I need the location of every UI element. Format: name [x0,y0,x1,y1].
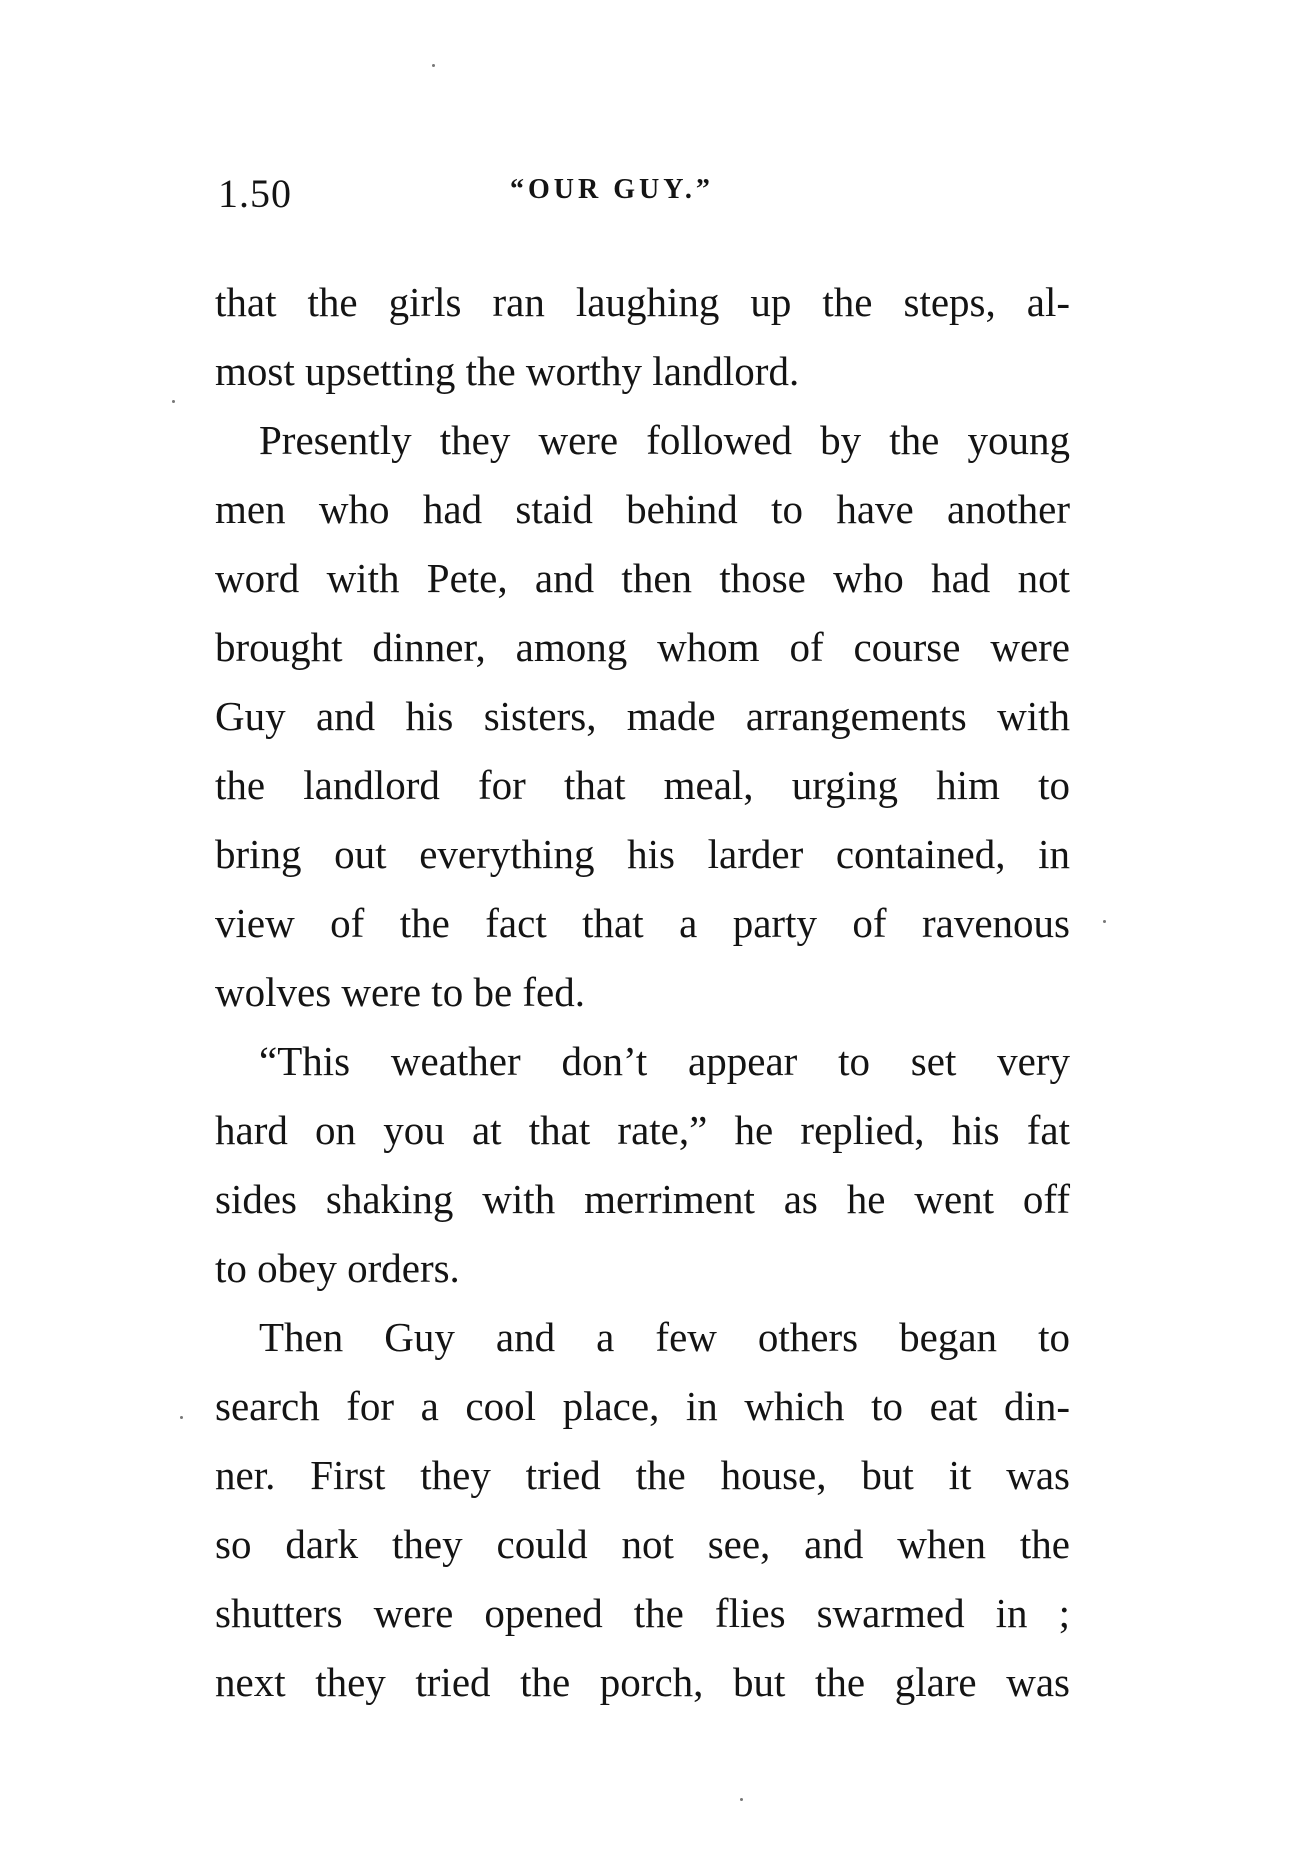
paper-speck [1103,920,1106,923]
text-line: to obey orders. [215,1245,460,1291]
text-line: most upsetting the worthy landlord. [215,348,800,394]
text-line: word with Pete, and then those who had not [215,555,1070,601]
text-line: “This weather don’t appear to set very [259,1038,1070,1084]
text-line: Then Guy and a few others began to [259,1314,1070,1360]
running-head [210,170,1070,220]
text-line: bring out everything his larder contained, in [215,831,1070,877]
paragraph [215,268,1070,406]
body-text [215,268,1070,1717]
paper-speck [180,1416,183,1419]
page-number: 1.50 [218,171,292,216]
paper-speck [432,64,435,67]
text-line: ner. First they tried the house, but it was [215,1452,1070,1498]
text-line: that the girls ran laughing up the steps, al- [215,279,1070,325]
text-line: so dark they could not see, and when the [215,1521,1070,1567]
text-line: next they tried the porch, but the glare was [215,1659,1070,1705]
paper-speck [172,400,175,403]
running-title: “OUR GUY.” [510,174,714,205]
paragraph [215,1027,1070,1303]
paragraph [215,1303,1070,1717]
paper-speck [740,1798,743,1801]
text-line: Guy and his sisters, made arrangements with [215,693,1070,739]
text-line: brought dinner, among whom of course were [215,624,1070,670]
text-line: sides shaking with merriment as he went off [215,1176,1070,1222]
text-line: men who had staid behind to have another [215,486,1070,532]
text-line: wolves were to be fed. [215,969,586,1015]
text-line: shutters were opened the flies swarmed in ; [215,1590,1070,1636]
text-line: view of the fact that a party of ravenous [215,900,1070,946]
text-line: the landlord for that meal, urging him to [215,762,1070,808]
text-line: hard on you at that rate,” he replied, his fat [215,1107,1070,1153]
paragraph [215,406,1070,1027]
text-line: Presently they were followed by the young [259,417,1070,463]
text-line: search for a cool place, in which to eat din- [215,1383,1070,1429]
